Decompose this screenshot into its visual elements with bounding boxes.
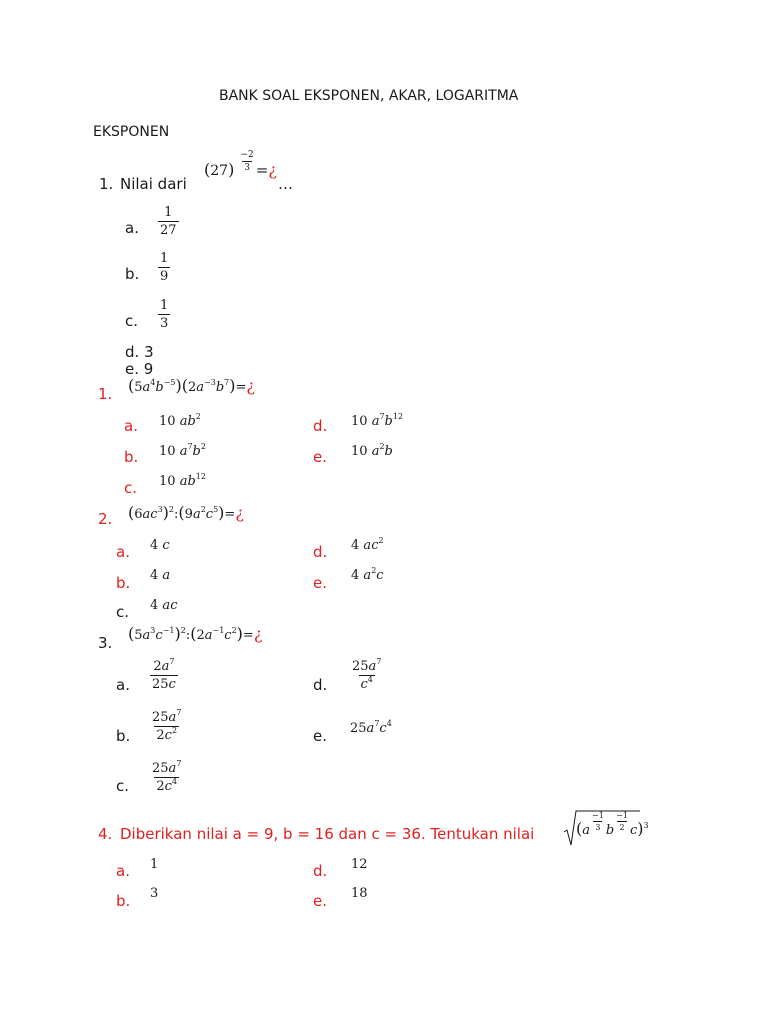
question-3-expression: $(6ac^3)^2:(9a^2c^5)=¿$ [128, 503, 244, 522]
section-heading: EKSPONEN [93, 124, 170, 140]
q3-option-c-value: $\frac{25a^7}{2c^4}$ [152, 759, 182, 794]
q3-option-c-label: c. [116, 777, 130, 795]
q2-option-a-value: 4 c [150, 538, 170, 553]
question-2-number: 1. [98, 385, 113, 403]
question-4-number: 3. [98, 634, 113, 652]
question-1-expression: (27) $\frac{-2}{3}$ =¿ [204, 150, 277, 179]
q2-option-e-value: 4 $a^2c$ [351, 566, 384, 583]
q1-option-a-value: 10 $ab^2$ [159, 412, 201, 429]
question-1-ellipsis: … [278, 175, 293, 193]
question-5-number: 4. [98, 825, 113, 843]
q2-option-d-value: 4 $ac^2$ [351, 536, 384, 553]
q3-option-b-label: b. [116, 727, 131, 745]
q3-option-a-value: $\frac{2a^7}{25c}$ [152, 657, 176, 692]
q1-option-b-label: b. [124, 448, 139, 466]
q0-option-d: d. 3 [125, 343, 154, 361]
q1-option-b-value: 10 $a^7b^2$ [159, 442, 206, 459]
q0-option-a-label: a. [125, 219, 139, 237]
question-4-expression: $(5a^3c^{-1})^2:(2a^{-1}c^2)=¿$ [128, 624, 263, 643]
q1-option-e-value: 10 $a^2b$ [351, 442, 393, 459]
question-1-number: 1. [99, 175, 114, 193]
q4-option-d-label: d. [313, 862, 328, 880]
q2-option-a-label: a. [116, 543, 130, 561]
q3-option-e-value: $25a^7c^4$ [350, 719, 392, 736]
q1-option-c-label: c. [124, 479, 138, 497]
q3-option-e-label: e. [313, 727, 327, 745]
question-2-expression: $(5a^4b^{-5})(2a^{-3}b^7)=¿$ [128, 376, 255, 395]
q3-option-a-label: a. [116, 676, 130, 694]
q0-option-c-value: $\frac{1}{3}$ [160, 298, 169, 331]
q4-option-a-value: 1 [150, 857, 159, 872]
q2-option-e-label: e. [313, 574, 327, 592]
q1-option-d-label: d. [313, 417, 328, 435]
q0-option-e: e. 9 [125, 360, 154, 378]
q1-option-c-value: 10 $ab^{12}$ [159, 472, 206, 489]
q4-option-e-label: e. [313, 892, 327, 910]
q0-option-c-label: c. [125, 312, 139, 330]
q2-option-c-label: c. [116, 603, 130, 621]
q4-option-b-label: b. [116, 892, 131, 910]
q2-option-c-value: 4 ac [150, 598, 178, 613]
q1-option-a-label: a. [124, 417, 138, 435]
question-1-text: Nilai dari [120, 175, 187, 193]
question-5-radical-expression: (a $\frac{-1}{3}$ b $\frac{-1}{2}$ c)$^3$ [562, 808, 644, 848]
q1-option-e-label: e. [313, 448, 327, 466]
q3-option-b-value: $\frac{25a^7}{2c^2}$ [152, 708, 182, 743]
q0-option-b-value: $\frac{1}{9}$ [160, 251, 169, 284]
q2-option-b-value: 4 a [150, 568, 171, 583]
q4-option-b-value: 3 [150, 886, 159, 901]
q4-option-e-value: 18 [351, 886, 368, 901]
q2-option-b-label: b. [116, 574, 131, 592]
q2-option-d-label: d. [313, 543, 328, 561]
page-title: BANK SOAL EKSPONEN, AKAR, LOGARITMA [219, 88, 519, 104]
q3-option-d-value: $\frac{25a^7}{c^4}$ [352, 657, 382, 692]
q1-option-d-value: 10 $a^7b^{12}$ [351, 412, 404, 429]
q3-option-d-label: d. [313, 676, 328, 694]
question-3-number: 2. [98, 510, 113, 528]
q4-option-d-value: 12 [351, 857, 368, 872]
q0-option-a-value: $\frac{1}{27}$ [160, 205, 177, 238]
q4-option-a-label: a. [116, 862, 130, 880]
q0-option-b-label: b. [125, 265, 140, 283]
question-5-text: Diberikan nilai a = 9, b = 16 dan c = 36. Tentukan nilai [120, 825, 535, 843]
